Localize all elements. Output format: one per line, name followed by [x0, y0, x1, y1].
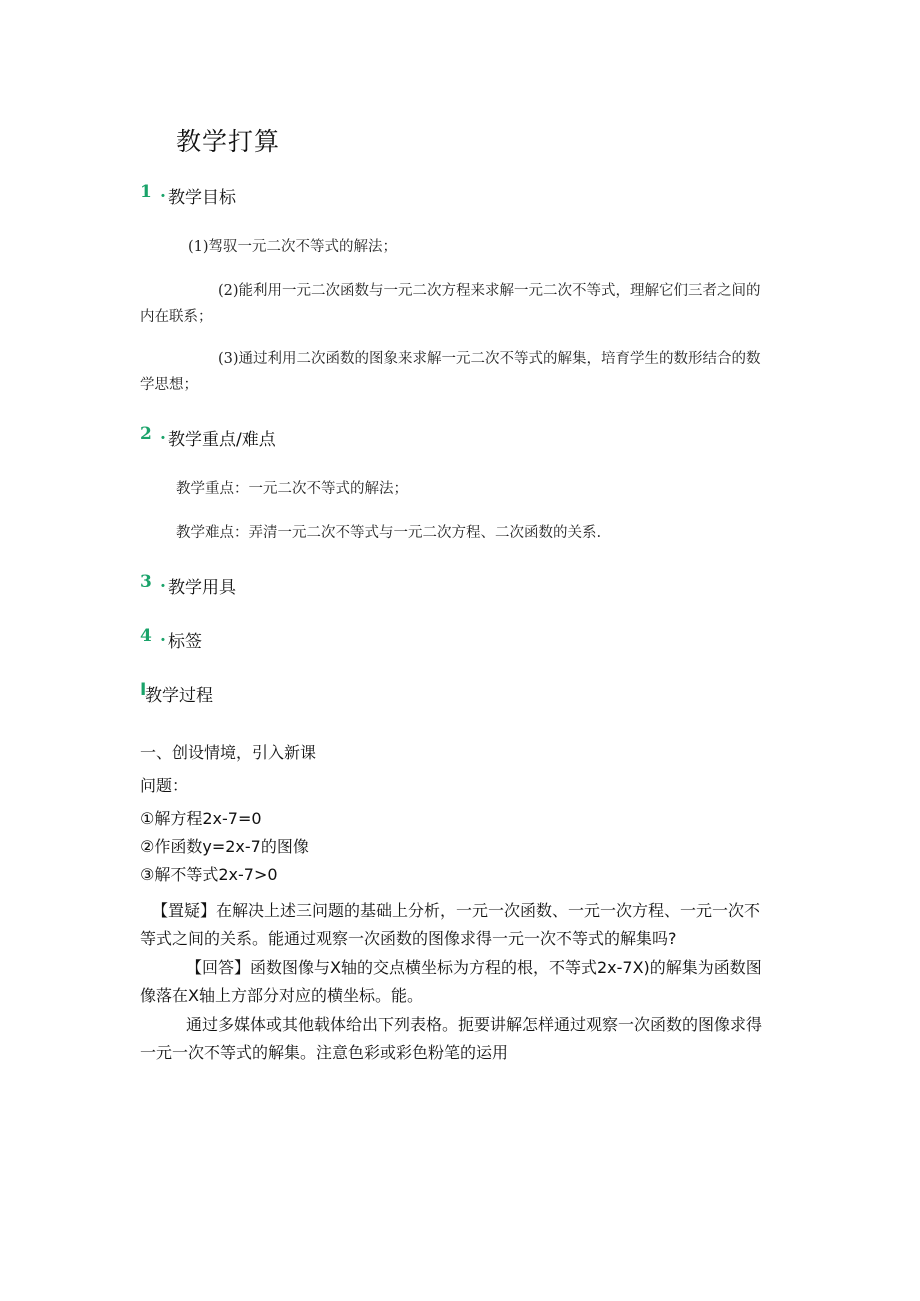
section-number: 4: [140, 626, 152, 646]
section-number: 2: [140, 424, 152, 444]
doubt-paragraph-line-2: 等式之间的关系。能通过观察一次函数的图像求得一元一次不等式的解集吗?: [140, 929, 677, 948]
goal-1: (1)驾驭一元二次不等式的解法；: [188, 239, 398, 255]
section-dot: .: [160, 424, 166, 444]
answer-paragraph-line-2: 像落在X轴上方部分对应的横坐标。能。: [140, 986, 423, 1005]
section-dot: .: [160, 182, 166, 202]
process-marker: I: [140, 680, 147, 700]
goal-2-line-1: (2)能利用一元二次函数与一元二次方程来求解一元二次不等式，理解它们三者之间的: [218, 283, 761, 299]
process-title: 教学过程: [145, 686, 213, 706]
goal-3-line-2: 学思想；: [140, 377, 198, 393]
media-paragraph-line-1: 通过多媒体或其他载体给出下列表格。扼要讲解怎样通过观察一次函数的图像求得: [186, 1015, 763, 1034]
section-label: 教学目标: [168, 188, 236, 208]
section-number: 1: [140, 182, 152, 202]
section-dot: .: [160, 626, 166, 646]
intro-heading: 一、创设情境，引入新课: [140, 743, 317, 762]
section-label: 教学用具: [168, 578, 236, 598]
goal-3-line-1: (3)通过利用二次函数的图象来求解一元二次不等式的解集，培育学生的数形结合的数: [218, 351, 761, 367]
question-label: 问题：: [140, 776, 189, 795]
page-title: 教学打算: [176, 127, 281, 156]
key-point: 教学重点：一元二次不等式的解法；: [176, 481, 408, 497]
section-label: 教学重点/难点: [168, 430, 276, 450]
section-dot: .: [160, 572, 166, 592]
question-3: ③解不等式2x-7>0: [140, 865, 278, 884]
section-number: 3: [140, 572, 152, 592]
doubt-text: 在解决上述三问题的基础上分析，一元一次函数、一元一次方程、一元一次不: [216, 901, 761, 920]
question-2: ②作函数y=2x-7的图像: [140, 837, 309, 856]
doubt-paragraph-line-1: [152, 898, 760, 921]
answer-paragraph-line-1: [186, 955, 762, 978]
section-label: 标签: [168, 632, 202, 652]
answer-text: 函数图像与X轴的交点横坐标为方程的根，不等式2x-7X)的解集为函数图: [250, 958, 762, 977]
goal-2-line-2: 内在联系；: [140, 309, 213, 325]
question-1: ①解方程2x-7=0: [140, 809, 262, 828]
difficult-point: 教学难点：弄清一元二次不等式与一元二次方程、二次函数的关系.: [176, 525, 602, 541]
answer-tag: 【回答】: [186, 958, 251, 977]
doubt-tag: 【置疑】: [152, 901, 217, 920]
media-paragraph-line-2: 一元一次不等式的解集。注意色彩或彩色粉笔的运用: [140, 1043, 509, 1062]
